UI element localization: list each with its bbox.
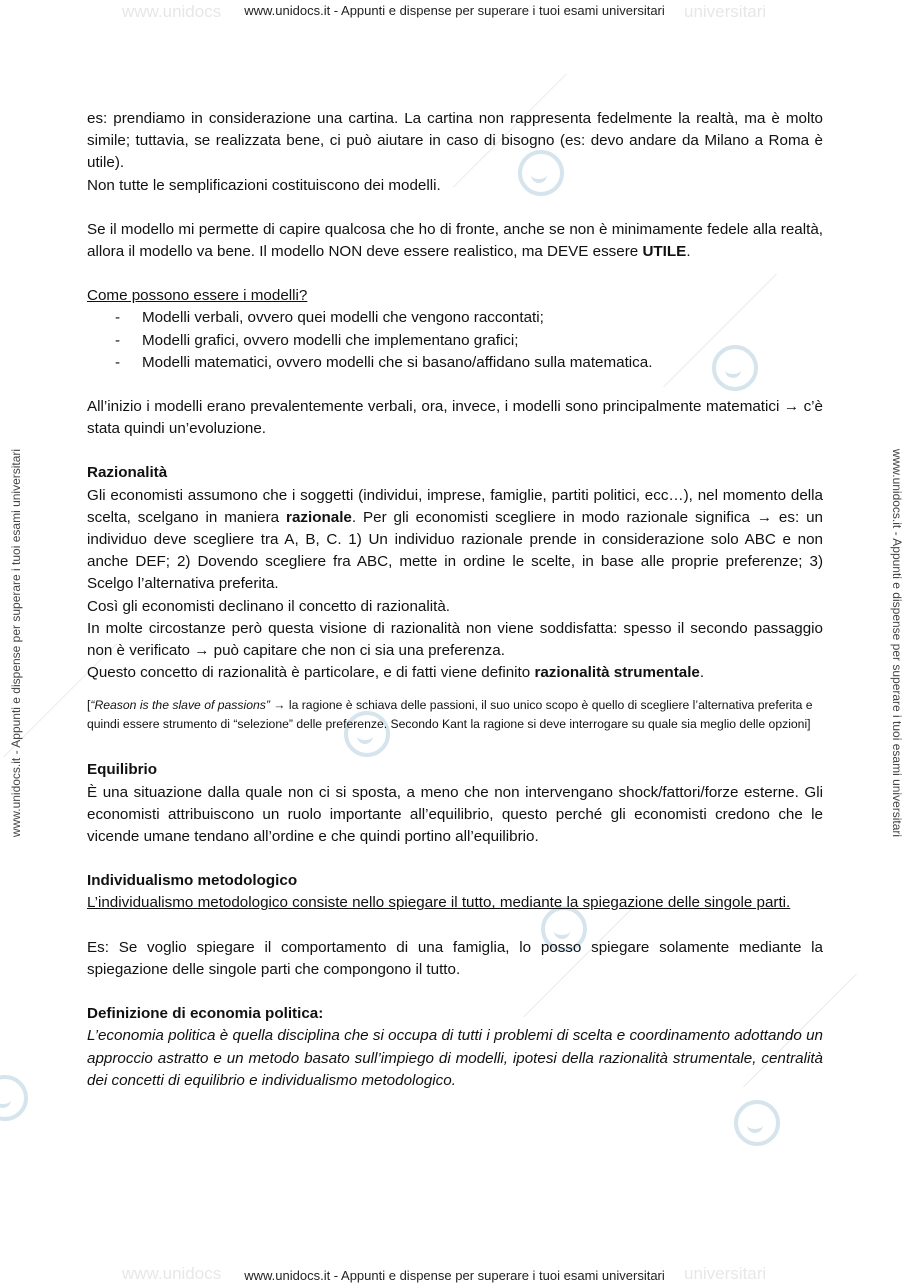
razionalita-paragraph-2: Così gli economisti declinano il concetto di razionalità. — [87, 597, 451, 615]
list-item: - Modelli grafici, ovvero modelli che implementano grafici; — [87, 330, 823, 352]
watermark-ghost-left: www.unidocs — [122, 2, 222, 21]
list-item: - Modelli matematici, ovvero modelli che si basano/affidano sulla matematica. — [87, 352, 823, 374]
section-heading-razionalita: Razionalità — [87, 464, 168, 482]
watermark-ghost-right-bottom: universitari — [684, 1264, 767, 1283]
watermark-ghost-left-bottom: www.unidocs — [122, 1264, 222, 1283]
intro-note: Non tutte le semplificazioni costituiscono dei modelli. — [87, 176, 441, 194]
quote-text: “Reason is the slave of passions” — [90, 698, 270, 713]
watermark-footer: www.unidocs.it - Appunti e dispense per superare i tuoi esami universitari — [244, 1268, 665, 1283]
models-list — [87, 307, 823, 374]
individualismo-example: Es: Se voglio spiegare il comportamento di una famiglia, lo posso spiegare solamente mediante la spiegazione delle singole parti che compongono il tutto. — [87, 938, 823, 978]
emphasis-utile: UTILE — [642, 243, 687, 261]
razionalita-paragraph: Gli economisti assumono che i soggetti (individui, imprese, famiglie, partiti politici, ecc…), nel momento della scelta, scelgano in maniera razionale. Per gli economisti scegliere in modo razionale significa → es: un individuo deve scegliere tra A, B, C. 1) Un individuo razionale prende in considerazione solo ABC e non anche DEF; 2) Dovendo scegliere fra ABC, mette in ordine le scelte, in base alle proprie preferenze; 3) Scelgo l’alternativa preferita. — [87, 486, 823, 593]
intro-paragraph: es: prendiamo in considerazione una cartina. La cartina non rappresenta fedelmente la realtà, ma è molto simile; tuttavia, se realizzata bene, ci può aiutare in caso di bisogno (es: devo andare da Milano a Roma è utile). — [87, 110, 823, 172]
razionalita-paragraph-4: Questo concetto di razionalità è particolare, e di fatti viene definito razionalità strumentale. — [87, 664, 705, 682]
definizione-text: L’economia politica è quella disciplina che si occupa di tutti i problemi di scelta e coordinamento adottando un approccio astratto e un metodo basato sull’impiego di modelli, ipotesi della razionalità strumentale, centralità dei concetti di equilibrio e individualismo metodologico. — [87, 1027, 823, 1089]
section-heading-definizione: Definizione di economia politica: — [87, 1005, 324, 1023]
smile-logo-icon — [0, 1075, 28, 1121]
equilibrio-paragraph: È una situazione dalla quale non ci si sposta, a meno che non intervengano shock/fattori/forze esterne. Gli economisti attribuiscono un ruolo importante all’equilibrio, questo perché gli economisti credono che le vicende umane tendano all’ordine e che quindi portino all’equilibrio. — [87, 783, 823, 846]
useful-model-paragraph: Se il modello mi permette di capire qualcosa che ho di fronte, anche se non è minimamente fedele alla realtà, allora il modello va bene. Il modello NON deve essere realistico, ma DEVE essere UTILE. — [87, 220, 823, 261]
watermark-ghost-right: universitari — [684, 2, 767, 21]
list-item: - Modelli verbali, ovvero quei modelli che vengono raccontati; — [87, 307, 823, 329]
watermark-side-right: www.unidocs.it - Appunti e dispense per superare i tuoi esami universitari — [890, 448, 904, 838]
evolution-paragraph: All’inizio i modelli erano prevalentemente verbali, ora, invece, i modelli sono principalmente matematici → c’è stata quindi un’evoluzione. — [87, 398, 823, 438]
section-heading-individualismo: Individualismo metodologico — [87, 872, 298, 890]
section-heading-equilibrio: Equilibrio — [87, 761, 158, 779]
emphasis-razionalita-strumentale: razionalità strumentale — [534, 664, 700, 682]
watermark-side-left: www.unidocs.it - Appunti e dispense per superare i tuoi esami universitari — [9, 448, 23, 838]
razionalita-paragraph-3: In molte circostanze però questa visione di razionalità non viene soddisfatta: spesso il secondo passaggio non è verificato → può capitare che non ci sia una preferenza. — [87, 619, 823, 660]
models-heading: Come possono essere i modelli? — [87, 287, 308, 305]
page-content — [87, 108, 823, 1092]
emphasis-razionale: razionale — [286, 508, 352, 526]
individualismo-definition: L’individualismo metodologico consiste nello spiegare il tutto, mediante la spiegazione delle singole parti. — [87, 894, 791, 912]
smile-logo-icon — [734, 1100, 780, 1146]
watermark-header: www.unidocs.it - Appunti e dispense per superare i tuoi esami universitari — [244, 3, 665, 18]
quote-note: [“Reason is the slave of passions” → la ragione è schiava delle passioni, il suo unico scopo è quello di scegliere l’alternativa preferita e quindi essere strumento di “selezione” delle preferenze. Secondo Kant la ragione si deve interrogare su quale sia meglio delle opzioni] — [87, 698, 813, 731]
